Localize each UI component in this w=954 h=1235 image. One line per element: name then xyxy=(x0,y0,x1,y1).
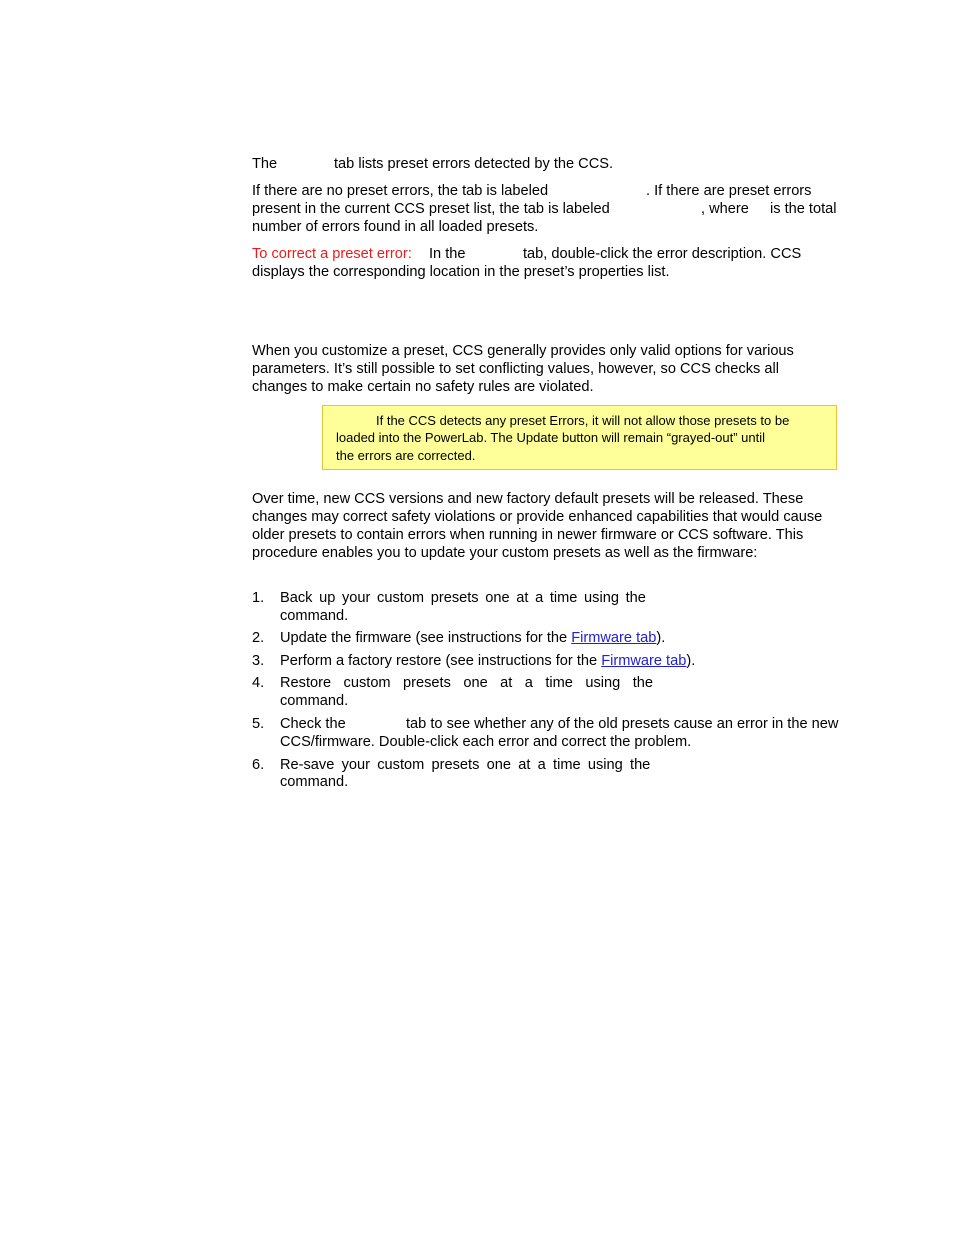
step-2-after: ). xyxy=(656,630,666,646)
step-5-check: Check the xyxy=(280,716,346,732)
step-5-rest: tab to see whether any of the old presets cause an error in the new xyxy=(406,716,839,732)
step-number: 1. xyxy=(252,590,265,606)
number-errors-text: number of errors found in all loaded presets. xyxy=(252,219,539,235)
step-number: 3. xyxy=(252,653,265,669)
step-4-line-1: Restore custom presets one at a time using the xyxy=(280,675,654,691)
step-number: 2. xyxy=(252,630,265,646)
note-line-1: If the CCS detects any preset Errors, it will not allow those presets to be xyxy=(376,413,790,428)
update-line-2: changes may correct safety violations or provide enhanced capabilities that would cause xyxy=(252,509,823,525)
step-6-line-1: Re-save your custom presets one at a time using the xyxy=(280,757,651,773)
customize-line-2: parameters. It’s still possible to set conflicting values, however, so CCS checks all xyxy=(252,361,779,377)
step-5-line-2: CCS/firmware. Double-click each error and correct the problem. xyxy=(280,734,692,750)
firmware-tab-link[interactable]: Firmware tab xyxy=(601,653,687,669)
customize-line-3: changes to make certain no safety rules are violated. xyxy=(252,379,594,395)
step-1-line-1: Back up your custom presets one at a time using the xyxy=(280,590,646,606)
intro-tab-lists: tab lists preset errors detected by the CCS. xyxy=(334,156,614,172)
where-text: , where xyxy=(701,201,749,217)
step-3-after: ). xyxy=(686,653,696,669)
note-box xyxy=(322,405,837,470)
intro-the: The xyxy=(252,156,278,172)
step-6-line-2: command. xyxy=(280,774,349,790)
preset-errors-text: . If there are preset errors xyxy=(646,183,812,199)
step-2-text xyxy=(280,629,665,647)
step-number: 5. xyxy=(252,716,265,732)
step-1-line-2: command. xyxy=(280,608,349,624)
update-line-4: procedure enables you to update your custom presets as well as the firmware: xyxy=(252,545,758,561)
step-number: 6. xyxy=(252,757,265,773)
step-number: 4. xyxy=(252,675,265,691)
customize-line-1: When you customize a preset, CCS generally provides only valid options for various xyxy=(252,343,794,359)
correct-error-heading: To correct a preset error: xyxy=(252,246,412,262)
in-the-text: In the xyxy=(429,246,466,262)
step-4-line-2: command. xyxy=(280,693,349,709)
total-text: is the total xyxy=(770,201,837,217)
step-3-before: Perform a factory restore (see instructions for the xyxy=(280,653,602,669)
step-2-before: Update the firmware (see instructions for the xyxy=(280,630,572,646)
present-text: present in the current CCS preset list, the tab is labeled xyxy=(252,201,610,217)
update-line-1: Over time, new CCS versions and new factory default presets will be released. These xyxy=(252,491,804,507)
note-line-2: loaded into the PowerLab. The Update button will remain “grayed-out” until xyxy=(336,430,766,445)
note-line-3: the errors are corrected. xyxy=(336,448,476,463)
step-3-text xyxy=(280,652,695,670)
update-line-3: older presets to contain errors when running in newer firmware or CCS software. This xyxy=(252,527,804,543)
firmware-tab-link[interactable]: Firmware tab xyxy=(571,630,657,646)
no-errors-text: If there are no preset errors, the tab is labeled xyxy=(252,183,549,199)
displays-text: displays the corresponding location in the preset’s properties list. xyxy=(252,264,670,280)
double-click-text: tab, double-click the error description. CCS xyxy=(523,246,802,262)
